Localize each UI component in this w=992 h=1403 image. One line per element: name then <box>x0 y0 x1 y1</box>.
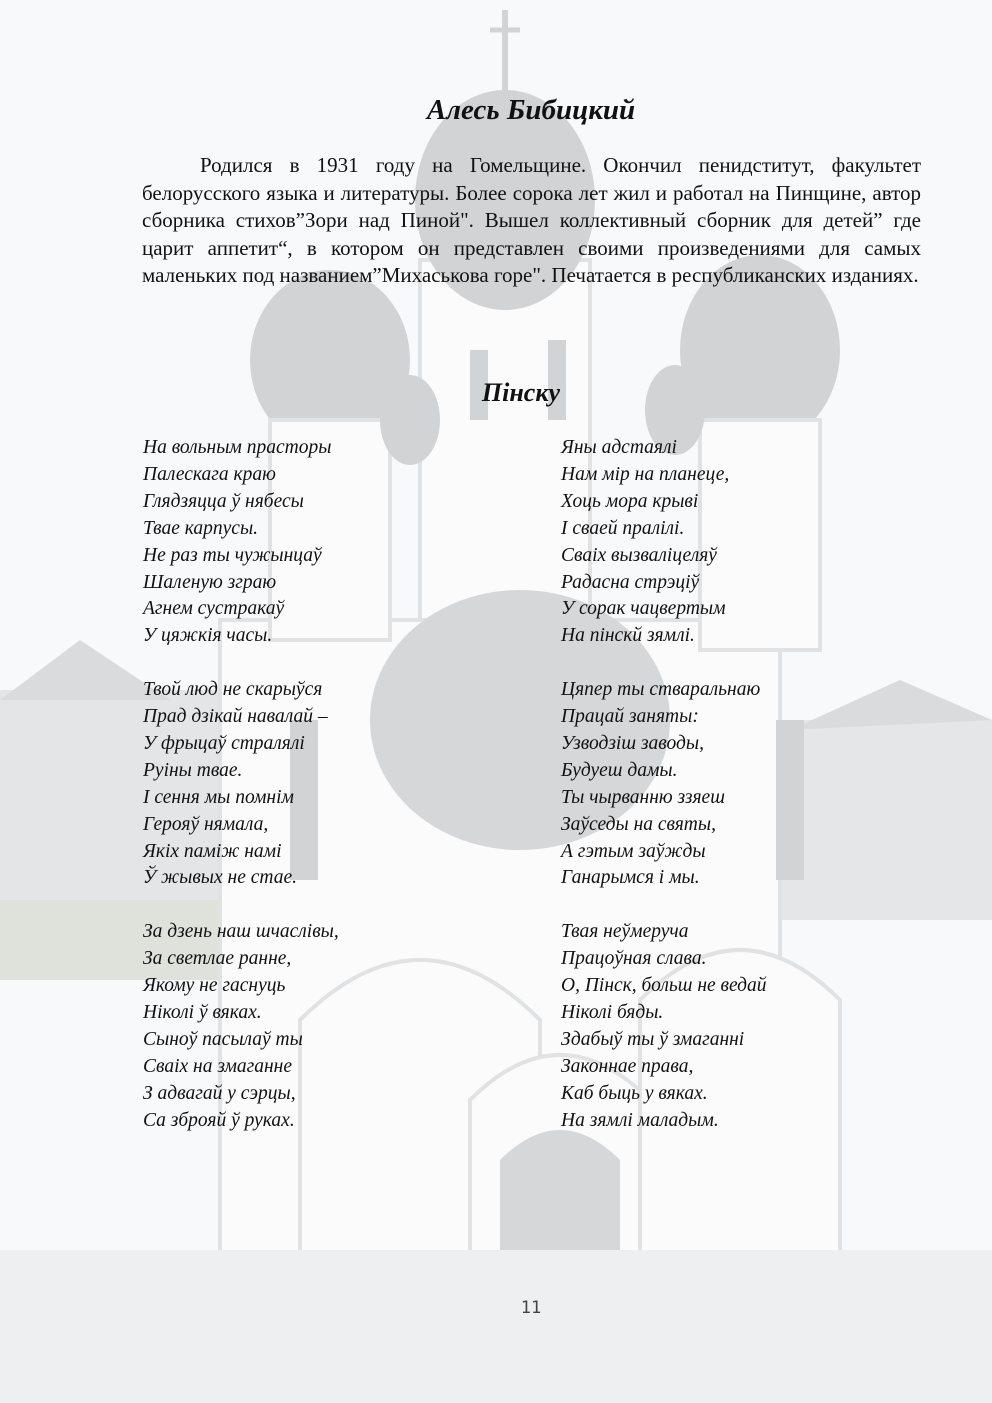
poem-line: Са зброяй ў руках. <box>143 1109 295 1131</box>
poem-line: Руіны твае. <box>143 759 243 781</box>
poem-line: Будуеш дамы. <box>561 759 678 781</box>
poem-line: Прад дзікай навалай – <box>143 706 328 728</box>
poem-line: Ты чырванню ззяеш <box>561 786 725 808</box>
poem-line: На зямлі маладым. <box>561 1109 719 1131</box>
poem-line: У сорак чацвертым <box>561 598 726 620</box>
poem-line: На вольным прасторы <box>143 437 332 458</box>
poem-line: Нам мір на планеце, <box>561 463 730 485</box>
stanza <box>561 677 767 892</box>
poem-line: Ў жывых не стае. <box>143 867 298 889</box>
poem-line: Якому не гаснуць <box>143 975 286 997</box>
author-name-heading: Алесь Бибицкий <box>426 94 636 126</box>
poem-line: Палескага краю <box>143 463 276 485</box>
poem-line: Глядзяцца ў нябесы <box>143 490 304 512</box>
poem-line: Сваіх вызваліцеляў <box>561 544 717 566</box>
poem-line: З адвагай у сэрцы, <box>143 1082 296 1104</box>
poem-line: Узводзіш заводы, <box>561 732 704 754</box>
poem-line: Шаленую зграю <box>143 571 277 593</box>
poem-line: Хоць мора крыві <box>561 490 699 512</box>
poem-line: Яны адстаялі <box>561 437 677 458</box>
poem-title: Пінску <box>481 378 561 407</box>
stanza <box>561 919 767 1134</box>
page-number: 11 <box>520 1298 542 1318</box>
stanza <box>143 435 339 650</box>
poem-line: Ганарымся і мы. <box>561 867 700 889</box>
poem-line: Радасна стрэціў <box>561 571 700 593</box>
poem-line: Заўседы на святы, <box>561 813 716 835</box>
poem-line: На пінскй зямлі. <box>561 625 695 647</box>
author-biography: Родился в 1931 году на Гомельщине. Окончил пенидститут, факультет белорусского языка и литературы. Более сорока лет жил и работал на Пинщине, автор сборника стихов”Зори над Пиной". Вышел коллективный сборник для детей” где царит аппетит“, в котором он представлен своими произведениями для самых маленьких под названием”Михаськова горе". Печатается в республиканских изданиях. <box>142 153 921 287</box>
poem-line: Герояў нямала, <box>143 813 269 835</box>
poem-line: За светлае ранне, <box>143 948 292 970</box>
poem-line: Якіх паміж намі <box>143 840 282 862</box>
poem-right-column <box>561 435 767 1135</box>
poem-line: У фрыцаў стралялі <box>143 732 305 754</box>
poem-line: Здабыў ты ў змаганні <box>561 1028 745 1050</box>
poem-line: Працай заняты: <box>561 706 699 728</box>
poem-line: Агнем сустракаў <box>143 598 285 620</box>
poem-line: Сыноў пасылаў ты <box>143 1028 303 1050</box>
poem-line: О, Пінск, больш не ведай <box>561 975 767 997</box>
poem-line: Працоўная слава. <box>561 948 707 970</box>
stanza <box>143 677 339 892</box>
poem-line: Ніколі бяды. <box>561 1002 664 1023</box>
stanza <box>561 435 767 650</box>
poem-line: У цяжкія часы. <box>143 625 273 647</box>
poem-line: Законнае права, <box>561 1055 694 1077</box>
poem-line: Тваe карпусы. <box>143 517 259 539</box>
poem-line: Каб быць у вяках. <box>561 1082 708 1104</box>
poem-line: Ніколі ў вяках. <box>143 1002 262 1023</box>
poem-line: Твая неўмеруча <box>561 921 689 943</box>
poem-line: І сення мы помнім <box>143 786 294 808</box>
poem-left-column <box>143 435 339 1135</box>
stanza <box>143 919 339 1134</box>
poem-line: Не раз ты чужынцаў <box>143 544 322 566</box>
poem-line: Цяпер ты стваральнаю <box>561 679 761 701</box>
poem-line: Твой люд не скарыўся <box>143 679 323 701</box>
poem-line: За дзень наш шчаслівы, <box>143 921 339 943</box>
poem-line: А гэтым заўжды <box>561 840 706 862</box>
poem-line: І сваей пралілі. <box>561 517 685 539</box>
poem-line: Сваіх на змаганне <box>143 1055 293 1077</box>
